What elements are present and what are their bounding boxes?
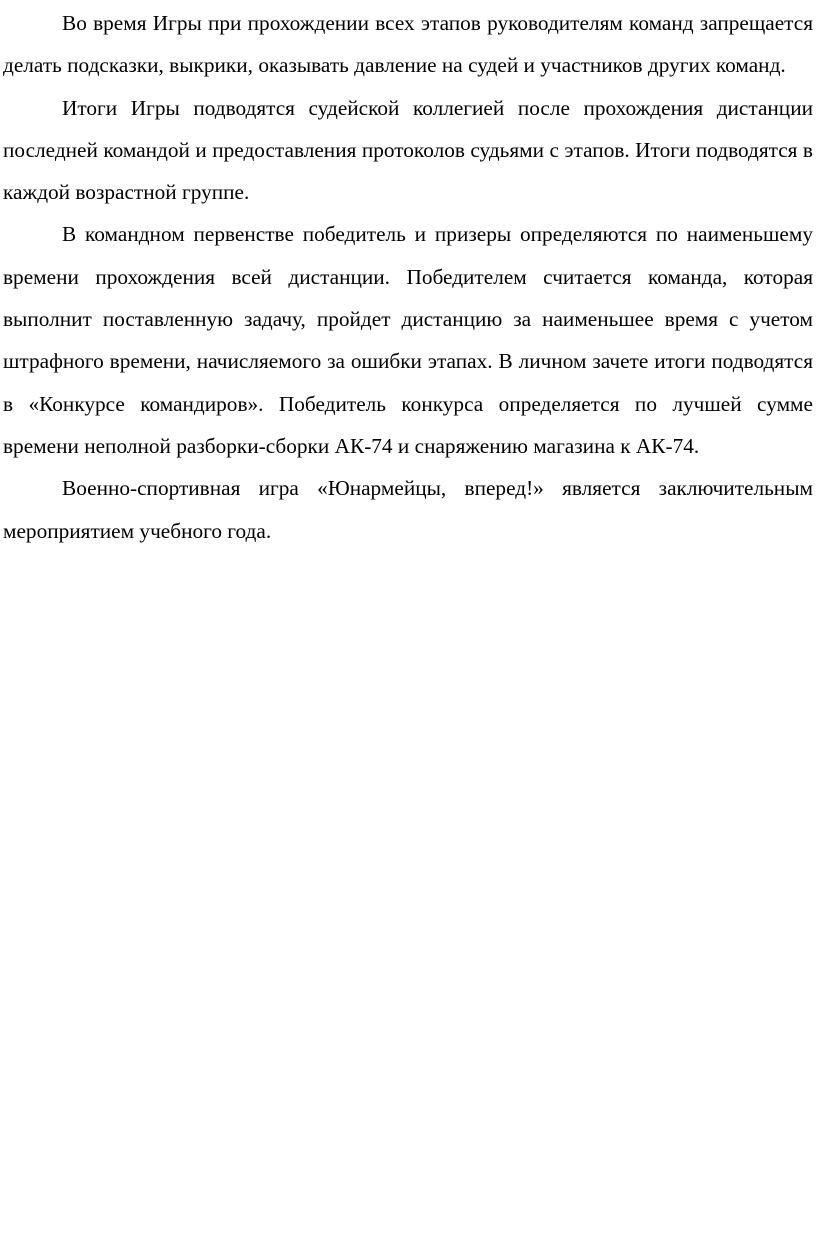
paragraph-results-summary: Итоги Игры подводятся судейской коллегией после прохождения дистанции последней командой и предоставления протоколов судьями с этапов. Итоги подводятся в каждой возрастной группе. xyxy=(3,95,813,205)
paragraph-team-championship: В командном первенстве победитель и призеры определяются по наименьшему времени прохождения всей дистанции. Победителем считается команда, которая выполнит поставленную задачу, пройдет дистанцию за наименьшее время с учетом штрафного времени, начисляемого за ошибки этапах. В личном зачете итоги подводятся в «Конкурсе командиров». Победитель конкурса определяется по лучшей сумме времени неполной разборки-сборки АК-74 и снаряжению магазина к АК-74. xyxy=(3,222,813,458)
document-body xyxy=(3,2,813,552)
paragraph-closing-event: Военно-спортивная игра «Юнармейцы, вперед!» является заключительным мероприятием учебного года. xyxy=(3,476,813,543)
paragraph-rules-for-leaders: Во время Игры при прохождении всех этапов руководителям команд запрещается делать подсказки, выкрики, оказывать давление на судей и участников других команд. xyxy=(3,11,813,78)
